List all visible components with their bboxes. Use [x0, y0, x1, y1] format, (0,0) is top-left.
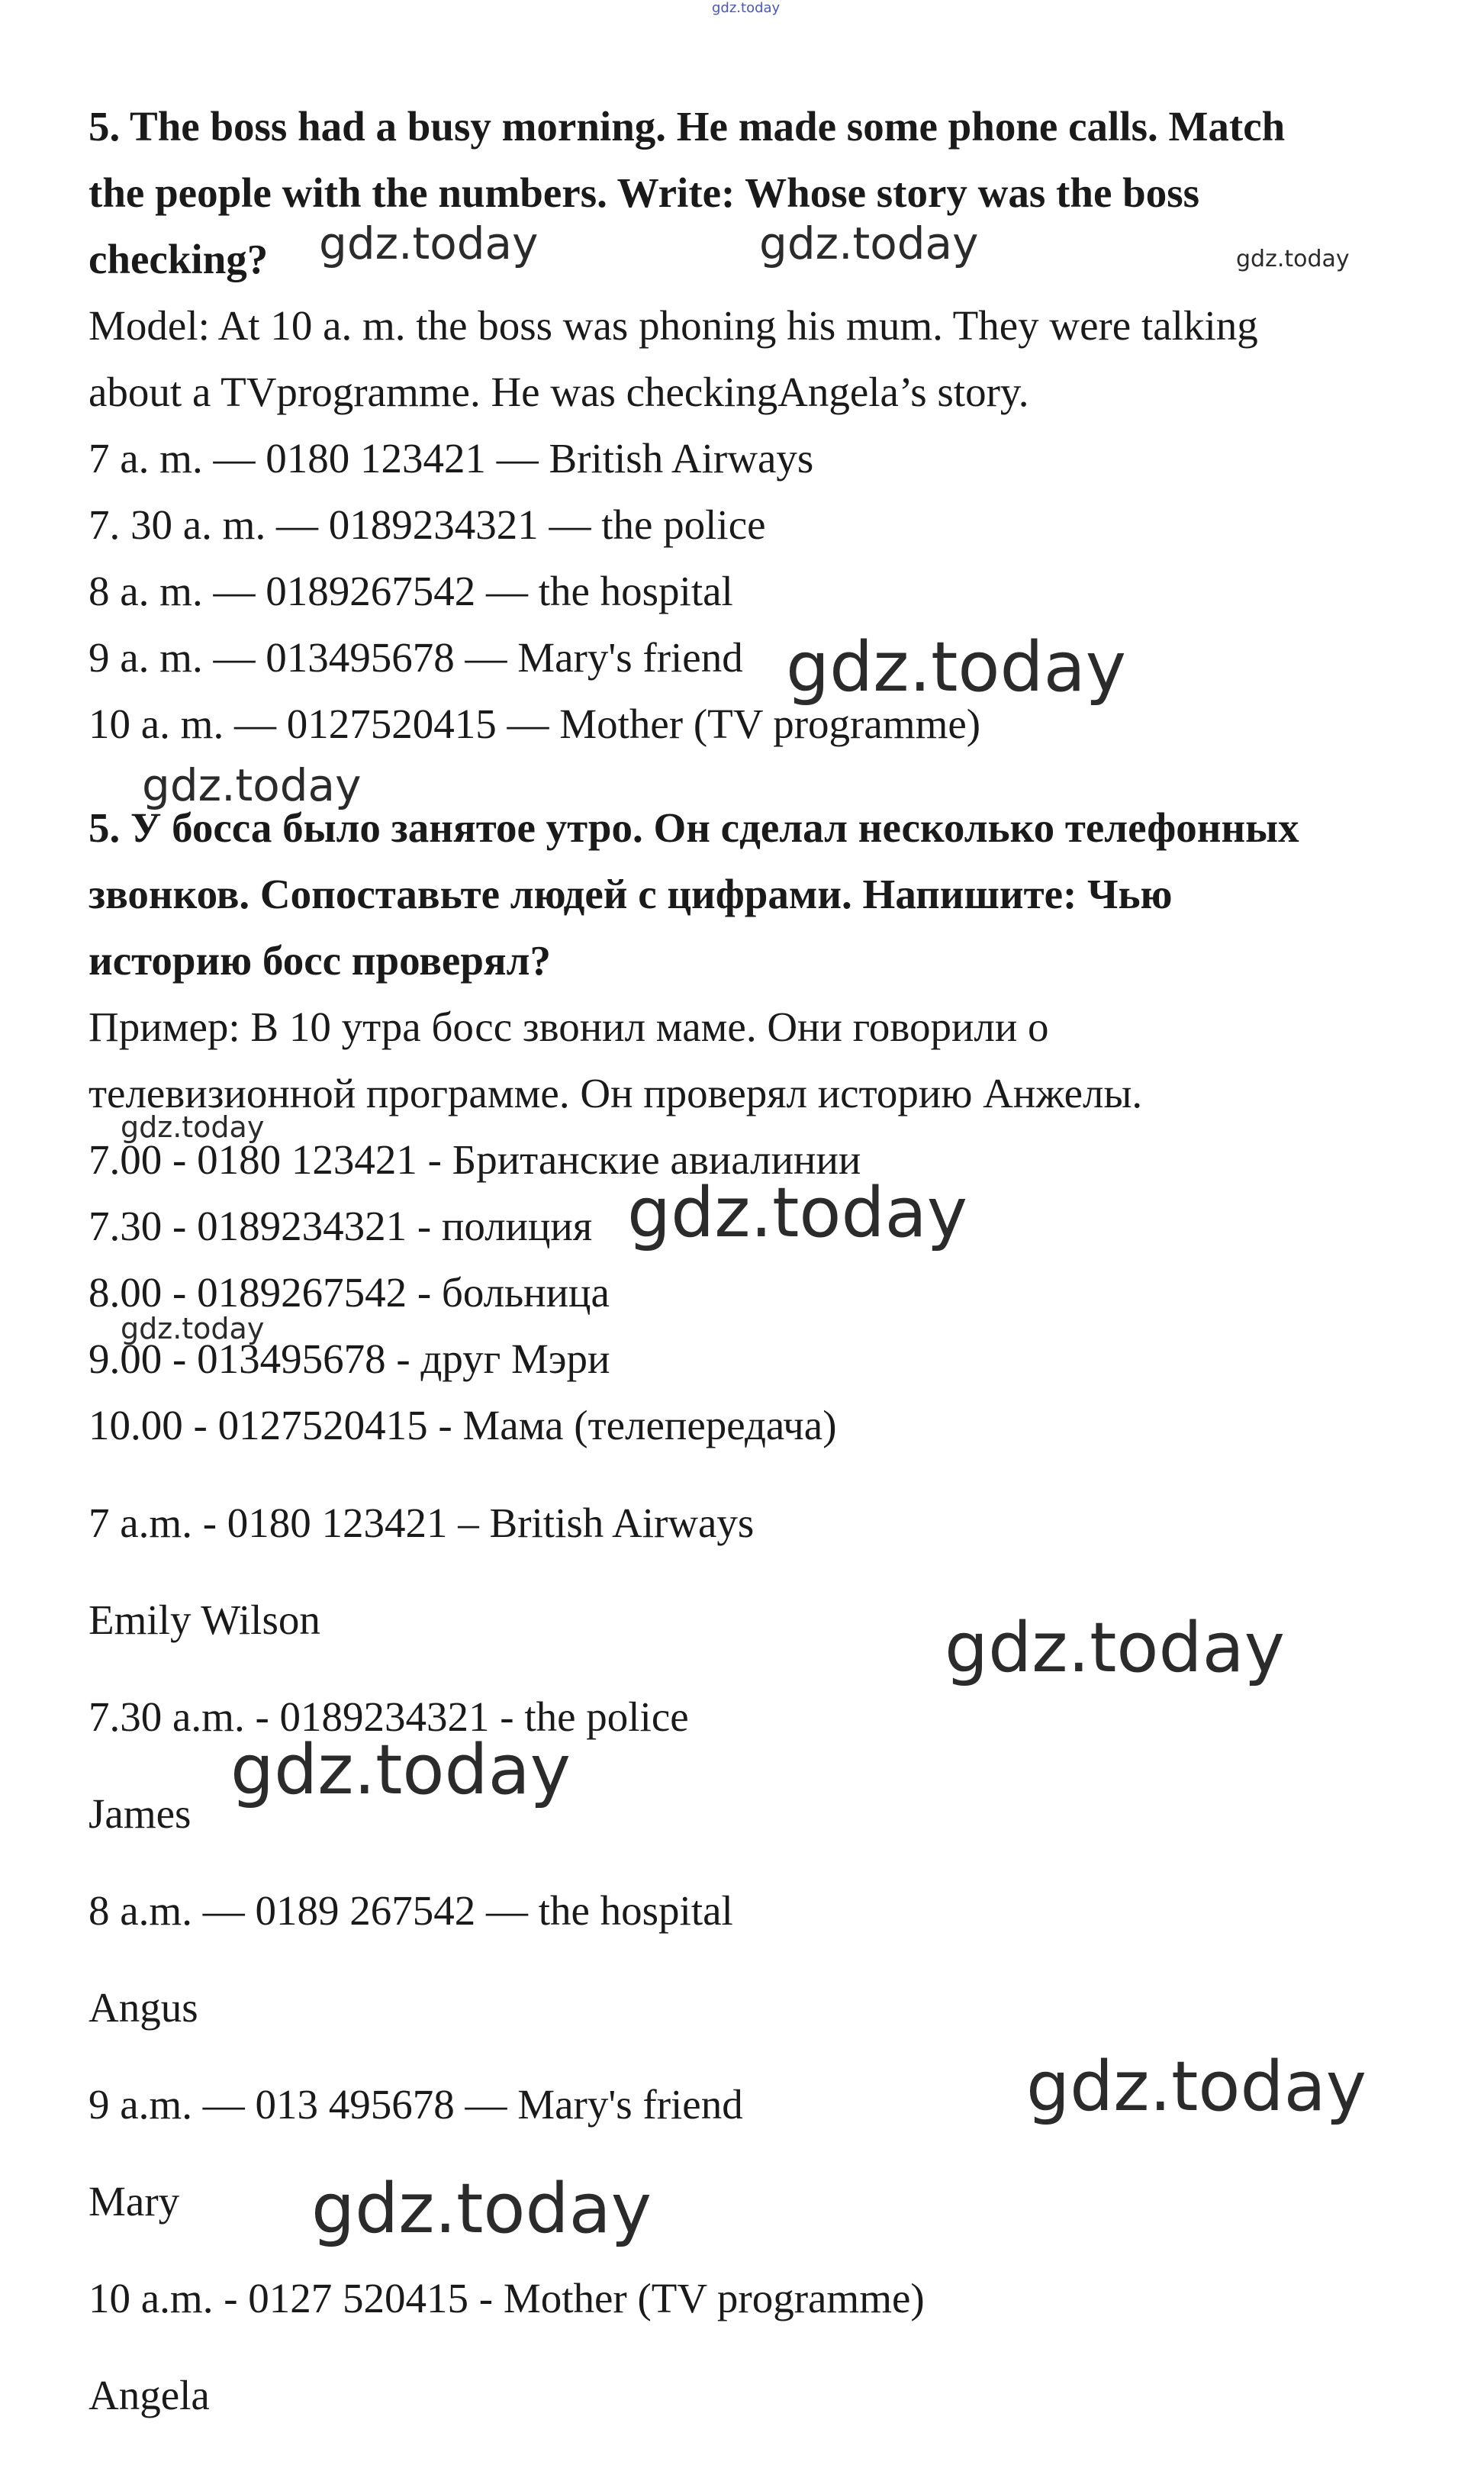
english-call-item: 7 a. m. — 0180 123421 — British Airways: [89, 435, 814, 482]
russian-call-item: 7.30 - 0189234321 - полиция: [89, 1203, 593, 1249]
english-heading-line-2: the people with the numbers. Write: Whose story was the boss: [89, 169, 1199, 216]
watermark: gdz.today: [142, 759, 362, 811]
top-watermark: gdz.today: [712, 0, 781, 16]
answer-call: 7.30 a.m. - 0189234321 - the police: [89, 1693, 689, 1740]
russian-call-item: 10.00 - 0127520415 - Мама (телепередача): [89, 1402, 837, 1448]
answer-person: James: [89, 1790, 192, 1837]
watermark: gdz.today: [786, 627, 1127, 707]
english-heading-line-1: 5. The boss had a busy morning. He made some phone calls. Match: [89, 103, 1286, 150]
answer-person: Angus: [89, 1984, 198, 2031]
russian-heading-line-3: историю босс проверял?: [89, 937, 552, 984]
watermark: gdz.today: [311, 2169, 652, 2249]
answer-call: 8 a.m. — 0189 267542 — the hospital: [89, 1887, 733, 1934]
watermark: gdz.today: [1236, 246, 1350, 272]
watermark: gdz.today: [319, 217, 539, 269]
answer-person: Emily Wilson: [89, 1596, 320, 1643]
russian-heading-line-1: 5. У босса было занятое утро. Он сделал несколько телефонных: [89, 804, 1299, 851]
english-call-item: 7. 30 a. m. — 0189234321 — the police: [89, 501, 766, 548]
watermark: gdz.today: [121, 1312, 265, 1345]
answer-person: Angela: [89, 2372, 210, 2418]
watermark: gdz.today: [759, 217, 979, 269]
russian-call-item: 8.00 - 0189267542 - больница: [89, 1269, 610, 1316]
english-call-item: 8 a. m. — 0189267542 — the hospital: [89, 568, 733, 614]
answer-call: 9 a.m. — 013 495678 — Mary's friend: [89, 2081, 743, 2128]
english-model-line-2: about a TVprogramme. He was checkingAngela’s story.: [89, 369, 1029, 415]
answer-call: 10 a.m. - 0127 520415 - Mother (TV programme): [89, 2275, 925, 2321]
english-call-item: 10 a. m. — 0127520415 — Mother (TV programme): [89, 701, 981, 747]
english-model-line-1: Model: At 10 a. m. the boss was phoning his mum. They were talking: [89, 302, 1258, 349]
russian-example-line-2: телевизионной программе. Он проверял историю Анжелы.: [89, 1070, 1143, 1116]
watermark: gdz.today: [121, 1110, 265, 1144]
watermark: gdz.today: [1026, 2047, 1367, 2127]
answer-call: 7 a.m. - 0180 123421 – British Airways: [89, 1500, 755, 1546]
russian-example-line-1: Пример: В 10 утра босс звонил маме. Они говорили о: [89, 1004, 1049, 1050]
watermark: gdz.today: [945, 1608, 1286, 1688]
english-heading-line-3: checking?: [89, 236, 269, 282]
english-call-item: 9 a. m. — 013495678 — Mary's friend: [89, 634, 743, 681]
watermark: gdz.today: [627, 1173, 968, 1253]
russian-call-item: 9.00 - 013495678 - друг Мэри: [89, 1335, 610, 1382]
watermark: gdz.today: [230, 1730, 571, 1810]
answer-person: Mary: [89, 2178, 180, 2225]
russian-call-item: 7.00 - 0180 123421 - Британские авиалинии: [89, 1136, 861, 1183]
russian-heading-line-2: звонков. Сопоставьте людей с цифрами. Напишите: Чью: [89, 871, 1173, 917]
